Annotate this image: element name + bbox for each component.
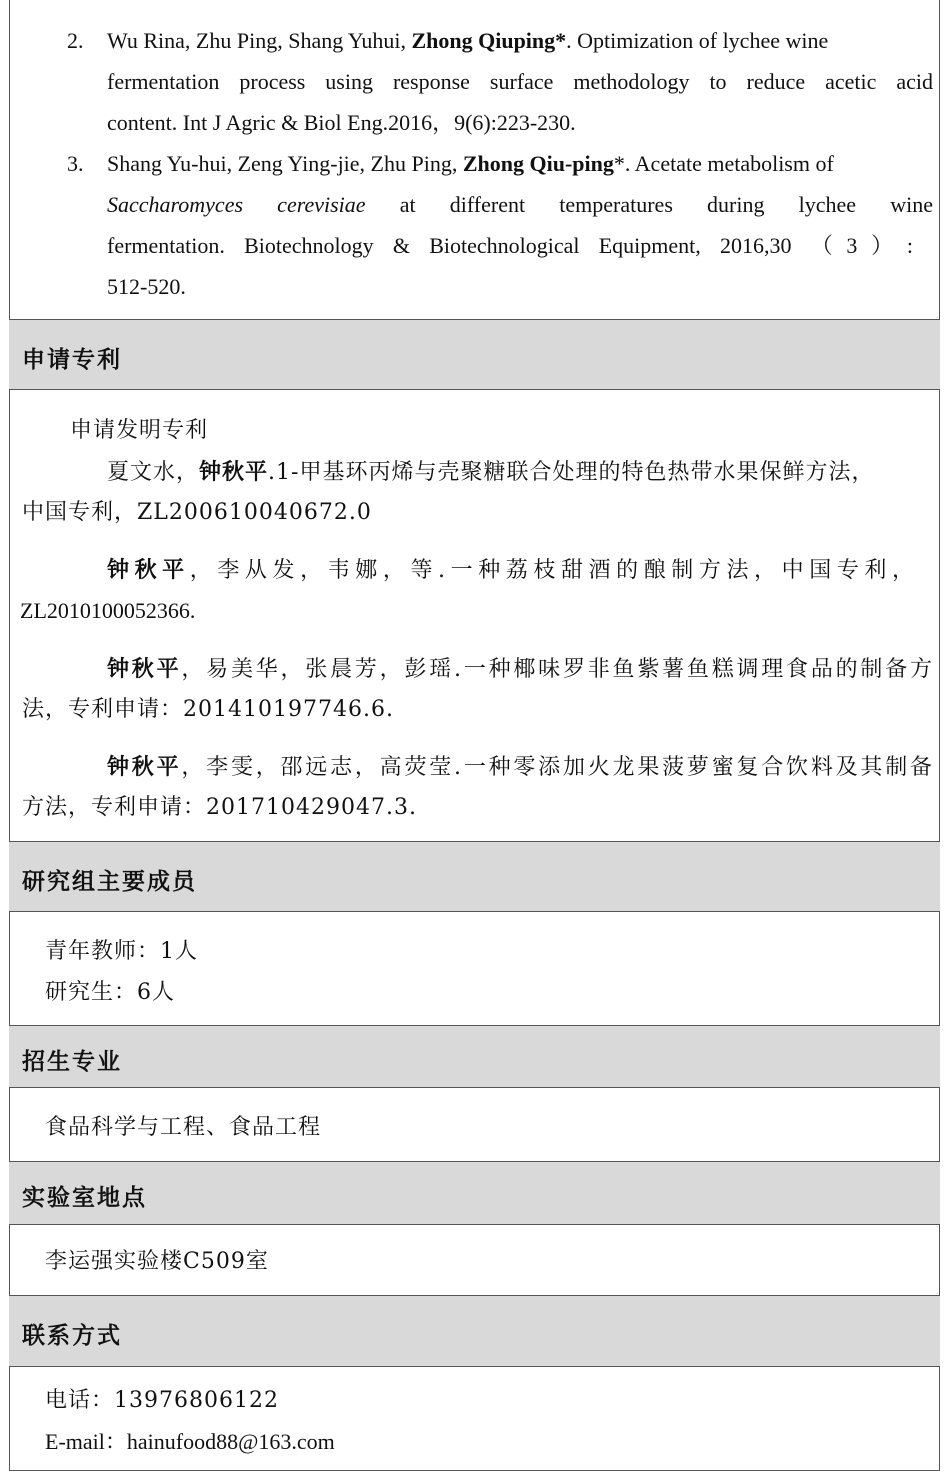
patent-1-line-2: 中国专利，ZL200610040672.0	[22, 500, 372, 525]
majors-text: 食品科学与工程、食品工程	[45, 1115, 322, 1140]
members-teachers: 青年教师：1人	[45, 939, 198, 964]
pub-3-authors: Shang Yu-hui, Zeng Ying-jie, Zhu Ping,	[107, 151, 463, 176]
pub-3-corresponding-author: Zhong Qiu-ping	[462, 151, 614, 176]
contact-phone: 电话：13976806122	[45, 1388, 279, 1413]
pub-2-line-3: content. Int J Agric & Biol Eng.2016，9(6):223-230.	[107, 110, 576, 135]
patent-2-line-1	[107, 557, 915, 584]
pub-2-line-2: fermentation process using response surface methodology to reduce acetic acid	[107, 69, 933, 94]
pub-3-species: Saccharomyces cerevisiae	[107, 192, 366, 217]
patent-1-authors: 夏文水，	[107, 460, 200, 485]
lab-heading: 实验室地点	[22, 1185, 147, 1211]
pub-2-title-start: . Optimization of lychee wine	[566, 28, 829, 53]
pub-2-authors: Wu Rina, Zhu Ping, Shang Yuhui,	[107, 28, 412, 53]
majors-heading: 招生专业	[22, 1049, 122, 1075]
patent-3-line-1	[107, 656, 933, 683]
majors-section-header	[9, 1025, 940, 1088]
pub-2-corresponding-author: Zhong Qiuping*	[411, 28, 567, 53]
patent-1-bold-author: 钟秋平	[199, 459, 269, 485]
patent-1-title: .1-甲基环丙烯与壳聚糖联合处理的特色热带水果保鲜方法，	[268, 460, 875, 485]
pub-3-line-3: fermentation. Biotechnology & Biotechnological Equipment, 2016,30 （3）:	[107, 233, 913, 258]
patent-2-line-2: ZL2010100052366.	[20, 598, 196, 623]
patents-subheading: 申请发明专利	[70, 418, 209, 443]
members-students: 研究生：6人	[45, 980, 175, 1005]
patent-3-title: ，易美华，张晨芳，彭瑶.一种椰味罗非鱼紫薯鱼糕调理食品的制备方	[181, 657, 933, 682]
pub-3-line-4: 512-520.	[107, 274, 186, 299]
patent-2-title: ，李从发，韦娜，等.一种荔枝甜酒的酿制方法，中国专利，	[189, 558, 915, 583]
members-heading: 研究组主要成员	[22, 869, 197, 895]
lab-text: 李运强实验楼C509室	[45, 1249, 269, 1274]
contact-email: E-mail：hainufood88@163.com	[45, 1429, 335, 1454]
pub-2-line-1	[107, 28, 933, 54]
pub-3-number: 3.	[67, 151, 84, 176]
lab-section-header	[9, 1161, 940, 1225]
patents-section-header	[9, 319, 940, 390]
patent-1-line-1	[107, 459, 933, 486]
patent-4-title: ，李雯，邵远志，高荧莹.一种零添加火龙果菠萝蜜复合饮料及其制备	[181, 755, 933, 780]
patent-3-line-2: 法，专利申请：201410197746.6.	[22, 697, 394, 722]
members-section-header	[9, 841, 940, 912]
patent-4-line-1	[107, 754, 933, 781]
patent-4-line-2: 方法，专利申请：201710429047.3.	[22, 795, 417, 820]
patent-4-bold-author: 钟秋平	[107, 754, 182, 780]
contact-heading: 联系方式	[22, 1323, 122, 1349]
patent-3-bold-author: 钟秋平	[107, 656, 182, 682]
patents-heading: 申请专利	[22, 347, 122, 373]
patent-2-bold-author: 钟秋平	[107, 557, 190, 583]
contact-section-header	[9, 1295, 940, 1367]
pub-3-line-2-rest: at different temperatures during lychee wine	[365, 192, 933, 217]
pub-3-title-start: *. Acetate metabolism of	[613, 151, 834, 176]
pub-2-number: 2.	[67, 28, 84, 53]
pub-3-line-2	[107, 192, 933, 218]
pub-3-line-1	[107, 151, 933, 177]
